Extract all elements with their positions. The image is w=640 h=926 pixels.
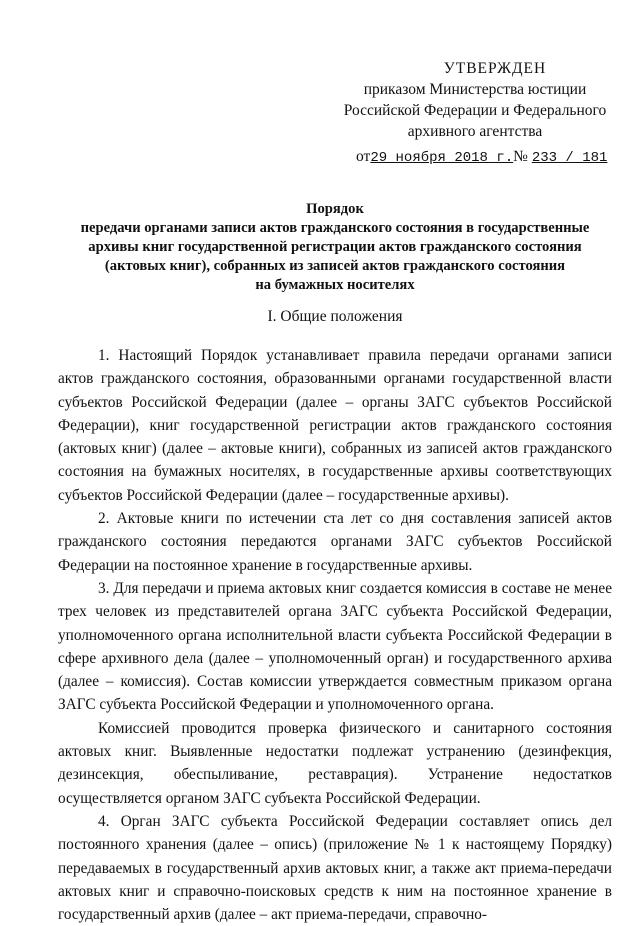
title-line-1: Порядок [306,201,364,217]
paragraph-1: 1. Настоящий Порядок устанавливает правила передачи органами записи актов гражданского состояния, образованными органами государственной власти субъектов Российской Федерации (далее – органы ЗАГС субъектов Российской Федерации), книг государственной регистрации актов гражданского состояния (актовых книг) (далее – актовые книги), собранных из записей актов гражданского состояния на бумажных носителях, в государственные архивы соответствующих субъектов Российской Федерации (далее – государственные архивы). [58,347,612,504]
section-heading: I. Общие положения [267,308,403,325]
title-line-2: передачи органами записи актов гражданского состояния в государственные [80,220,590,236]
approval-line-3: архивного агентства [407,123,543,140]
title-line-3: архивы книг государственной регистрации актов гражданского состояния [88,239,582,255]
title-line-4: (актовых книг), собранных из записей актов гражданского состояния [104,258,566,274]
paragraph-3: 3. Для передачи и приема актовых книг создается комиссия в составе не менее трех человек из представителей органа ЗАГС субъекта Российской Федерации, уполномоченного органа исполнительной власти субъекта Российской Федерации в сфере архивного дела (далее – уполномоченный орган) и государственного архива (далее – комиссия). Состав комиссии утверждается совместным приказом органа ЗАГС субъекта Российской Федерации и уполномоченного органа. [58,579,612,714]
order-number-label: № [513,148,528,165]
approval-line-1: приказом Министерства юстиции [363,81,587,98]
paragraph-3-continued: Комиссией проводится проверка физического и санитарного состояния актовых книг. Выявленные недостатки подлежат устранению (дезинфекция, дезинсекция, обеспыливание, реставрация). Устранение недостатков осуществляется органом ЗАГС субъекта Российской Федерации. [58,719,612,807]
approval-line-2: Российской Федерации и Федерального [343,102,607,119]
paragraph-4: 4. Орган ЗАГС субъекта Российской Федерации составляет опись дел постоянного хранения (далее – опись) (приложение № 1 к настоящему Порядку) передаваемых в государственный архив актовых книг, а также акт приема-передачи актовых книг и справочно-поисковых средств к ним на постоянное хранение в государственный архив (далее – акт приема-передачи, справочно- [58,812,612,924]
order-reference [356,148,607,166]
title-line-5: на бумажных носителях [255,277,415,293]
paragraph-2: 2. Актовые книги по истечении ста лет со дня составления записей актов гражданского состояния передаются органами ЗАГС субъектов Российской Федерации на постоянное хранение в государственные архивы. [58,510,612,574]
approved-heading: УТВЕРЖДЕН [443,60,547,77]
order-date: 29 ноября 2018 г. [370,150,514,166]
document-body [58,344,612,926]
document-title [58,200,612,295]
order-from-label: от [356,148,371,165]
order-number: 233 / 181 [531,150,608,166]
approval-stamp [320,58,630,142]
